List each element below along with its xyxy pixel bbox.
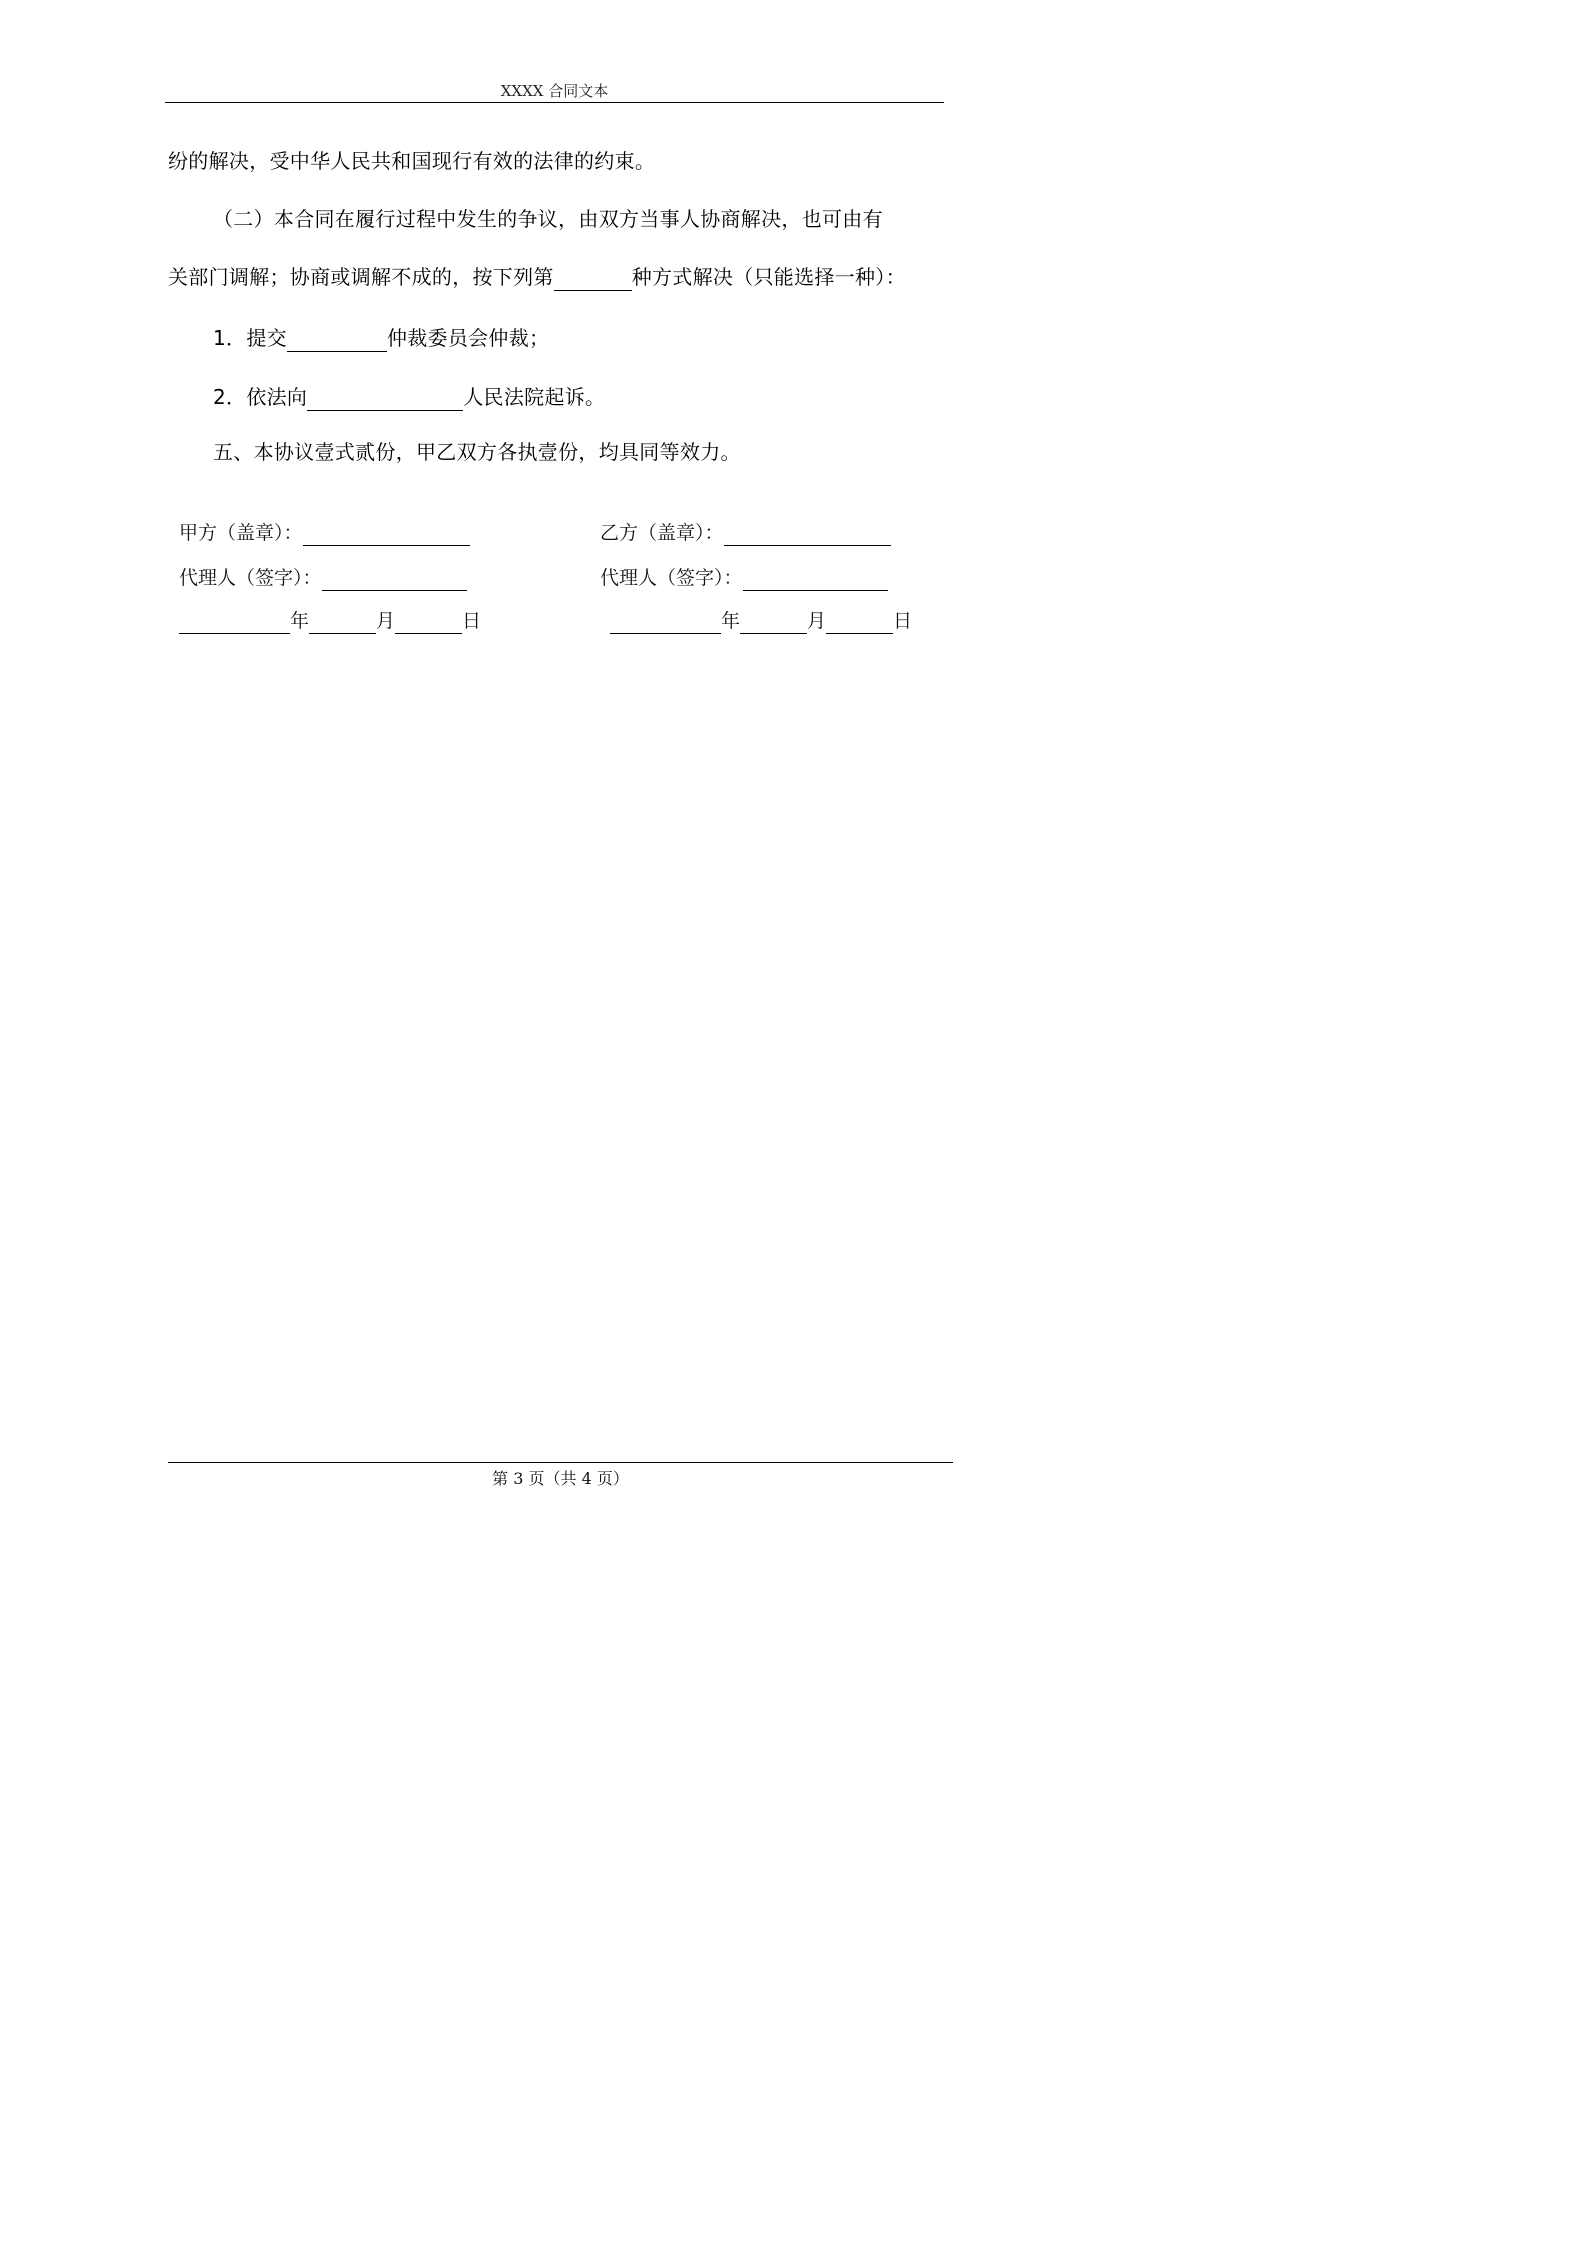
- paragraph-line-3: [168, 263, 906, 291]
- document-page: [0, 0, 1104, 1562]
- party-b-seal-row: [600, 520, 891, 546]
- court-name-blank[interactable]: [307, 388, 463, 411]
- party-a-year-label: 年: [290, 610, 310, 632]
- party-b-day-label: 日: [893, 610, 913, 632]
- party-b-agent-row: [600, 565, 888, 591]
- paragraph-line-1: 纷的解决，受中华人民共和国现行有效的法律的约束。: [168, 149, 656, 173]
- header-divider: [165, 102, 944, 103]
- party-b-seal-label: 乙方（盖章）：: [600, 522, 724, 544]
- party-a-seal-row: [179, 520, 470, 546]
- option-1-prefix: 1．提交: [213, 326, 287, 350]
- party-b-year-label: 年: [721, 610, 741, 632]
- option-2-suffix: 人民法院起诉。: [463, 385, 606, 409]
- party-b-month-label: 月: [807, 610, 827, 632]
- option-1-suffix: 仲裁委员会仲裁；: [386, 326, 550, 350]
- party-b-year-blank[interactable]: [610, 611, 721, 634]
- party-b-month-blank[interactable]: [740, 611, 807, 634]
- party-a-agent-label: 代理人（签字）：: [179, 567, 322, 589]
- party-b-agent-label: 代理人（签字）：: [600, 567, 743, 589]
- party-a-agent-blank[interactable]: [322, 568, 467, 591]
- party-b-date-row: [610, 608, 912, 634]
- party-a-month-blank[interactable]: [309, 611, 376, 634]
- party-b-seal-blank[interactable]: [724, 523, 891, 546]
- option-2-prefix: 2．依法向: [213, 385, 308, 409]
- party-a-day-blank[interactable]: [395, 611, 462, 634]
- party-a-agent-row: [179, 565, 467, 591]
- page-number: 第 3 页（共 4 页）: [492, 1469, 629, 1488]
- page-header-title: XXXX 合同文本: [500, 82, 609, 100]
- method-number-blank[interactable]: [554, 268, 632, 291]
- party-b-agent-blank[interactable]: [743, 568, 888, 591]
- party-a-date-row: [179, 608, 481, 634]
- party-a-month-label: 月: [376, 610, 396, 632]
- party-a-seal-blank[interactable]: [303, 523, 470, 546]
- party-a-year-blank[interactable]: [179, 611, 290, 634]
- paragraph-line-2: （二）本合同在履行过程中发生的争议，由双方当事人协商解决，也可由有: [213, 207, 883, 231]
- paragraph-line-3-suffix: 种方式解决（只能选择一种）：: [631, 265, 906, 289]
- option-item-2: [213, 383, 605, 411]
- paragraph-line-3-prefix: 关部门调解；协商或调解不成的，按下列第: [168, 265, 554, 289]
- party-a-day-label: 日: [462, 610, 482, 632]
- clause-five: 五、本协议壹式贰份，甲乙双方各执壹份，均具同等效力。: [213, 440, 741, 464]
- party-b-day-blank[interactable]: [826, 611, 893, 634]
- arbitration-commission-blank[interactable]: [287, 329, 387, 352]
- footer-divider: [168, 1462, 953, 1463]
- option-item-1: [213, 324, 549, 352]
- party-a-seal-label: 甲方（盖章）：: [179, 522, 303, 544]
